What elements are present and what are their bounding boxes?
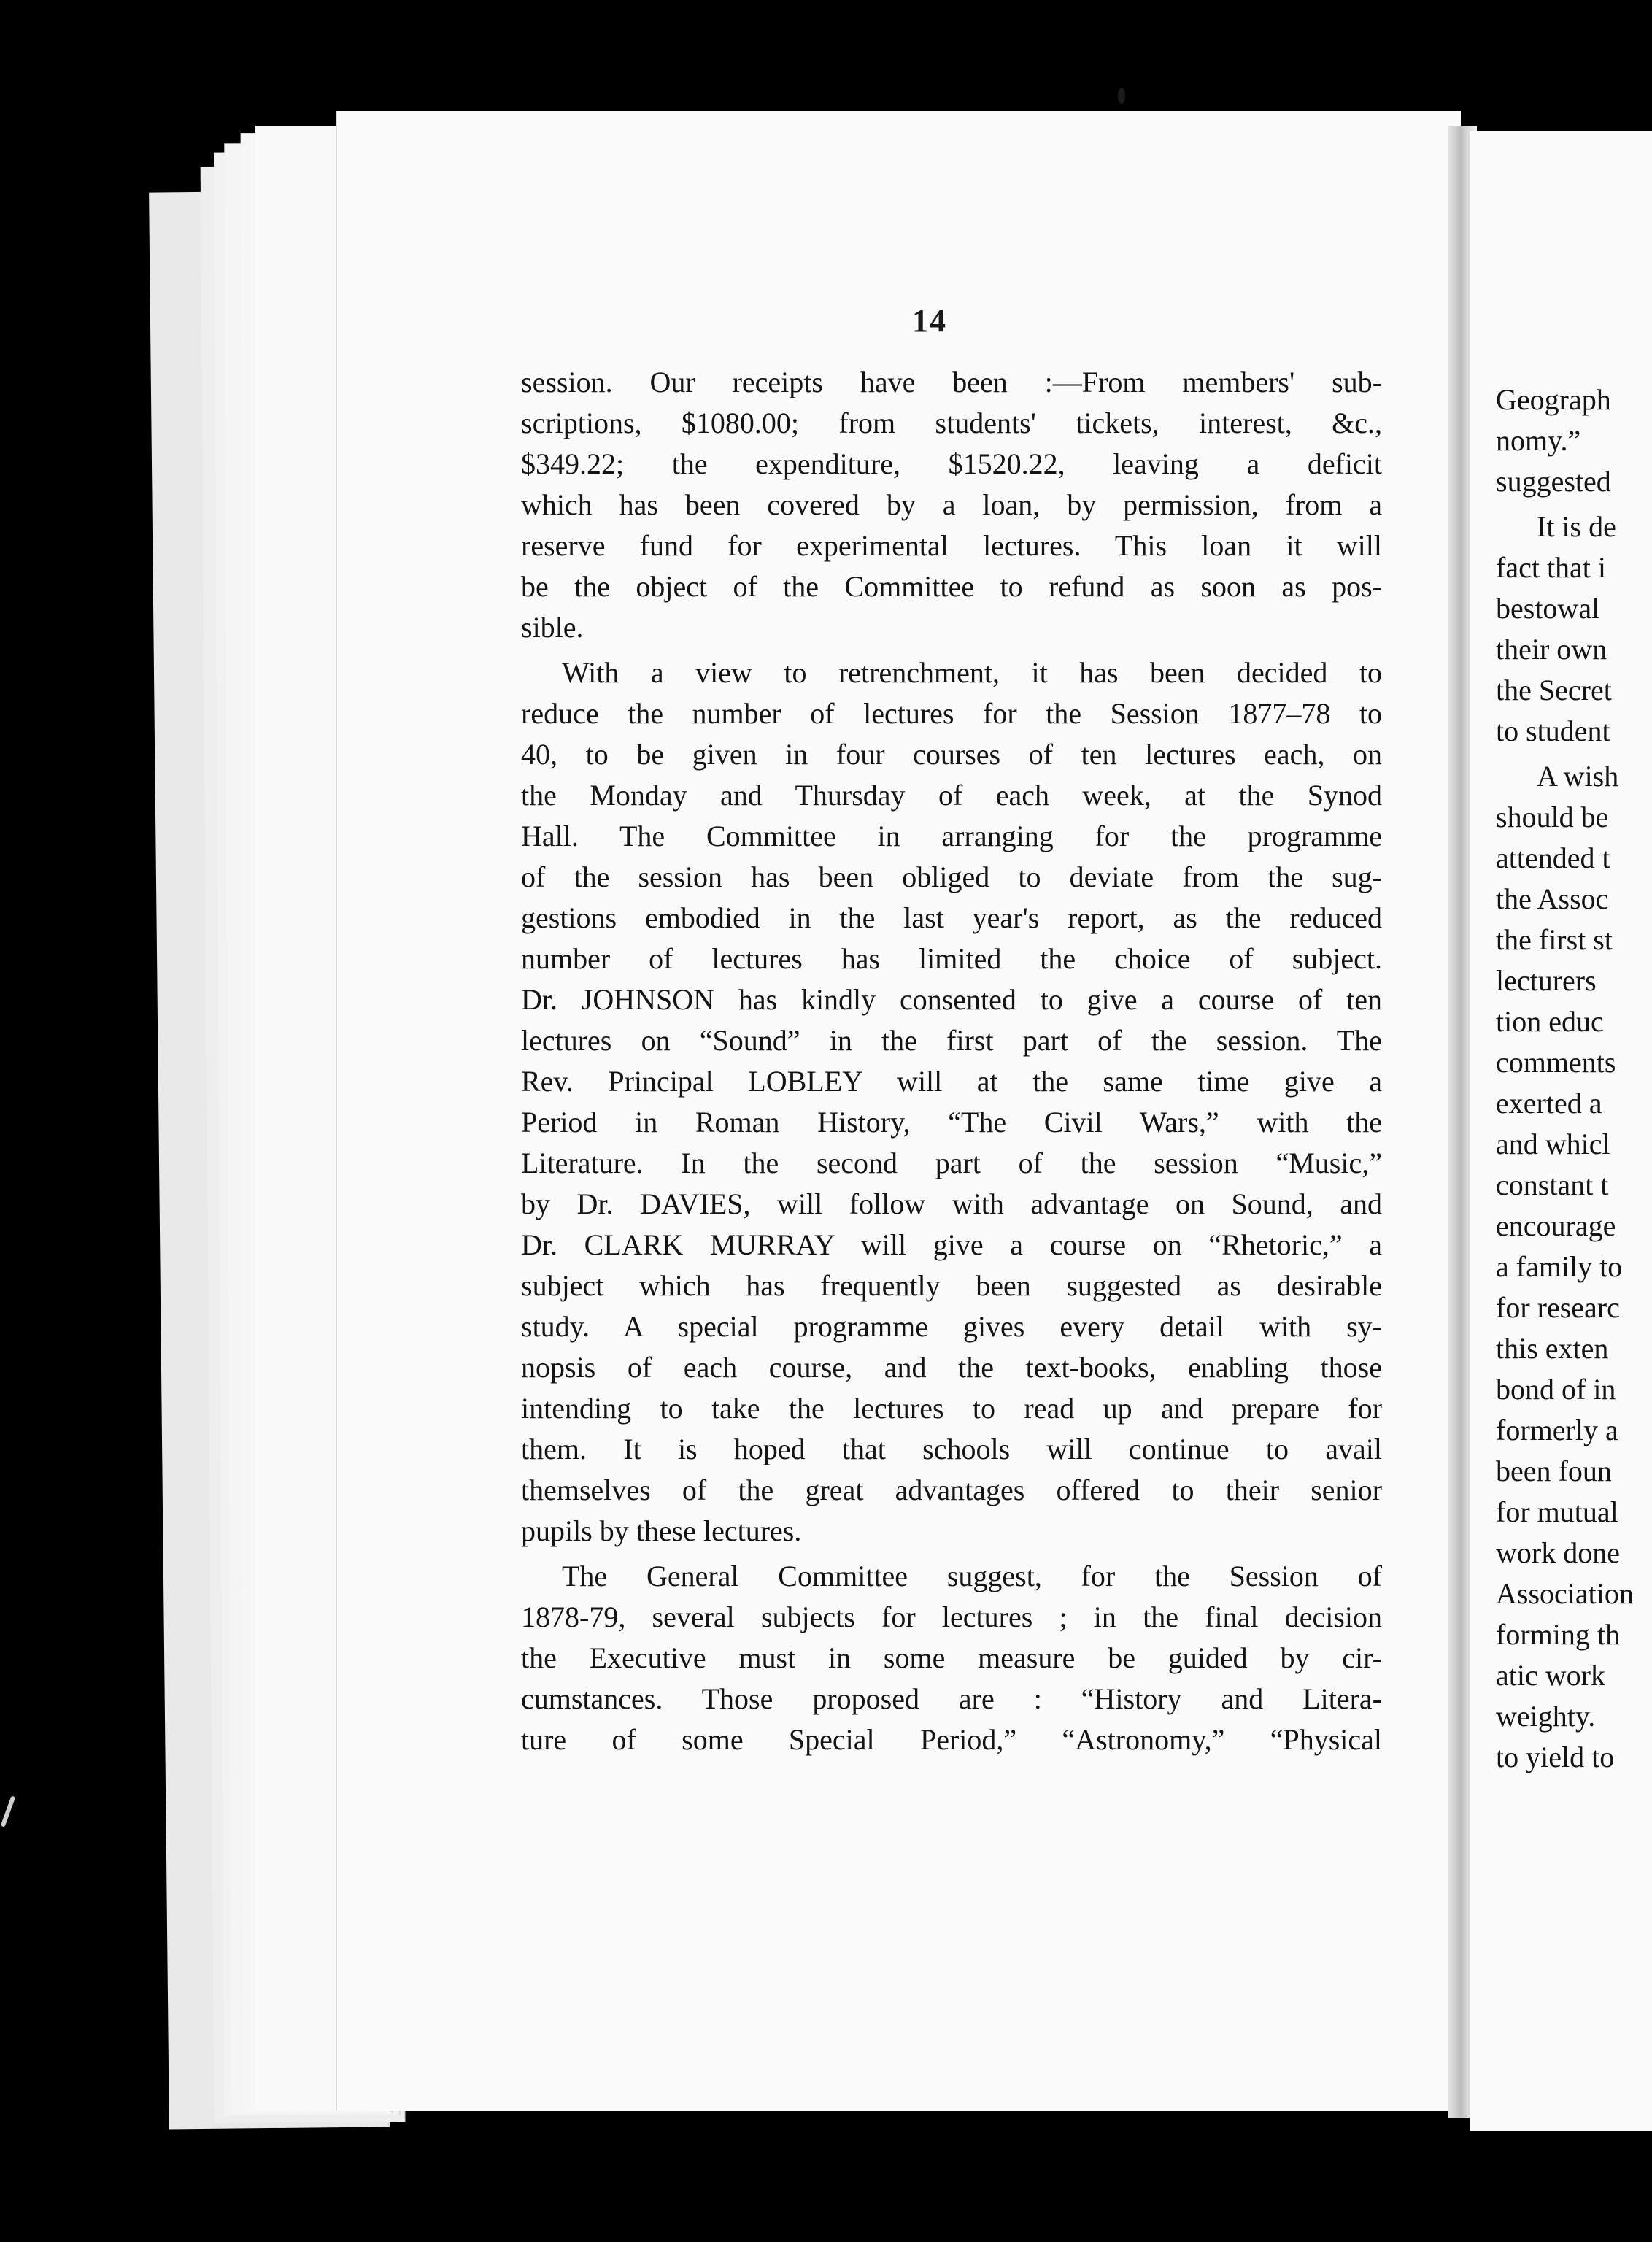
text-line: Rev. Principal LOBLEY will at the same time give a bbox=[521, 1065, 1382, 1098]
text-line: the Executive must in some measure be guided by cir- bbox=[521, 1641, 1382, 1674]
text-line: study. A special programme gives every detail with sy- bbox=[521, 1310, 1382, 1343]
text-line: to student bbox=[1496, 714, 1610, 747]
text-line: comments bbox=[1496, 1046, 1616, 1079]
text-line: should be bbox=[1496, 801, 1609, 833]
text-line: formerly a bbox=[1496, 1414, 1618, 1446]
text-line: Hall. The Committee in arranging for the programme bbox=[521, 820, 1382, 852]
text-line: been foun bbox=[1496, 1455, 1612, 1487]
text-line: suggested bbox=[1496, 465, 1611, 498]
text-line: exerted a bbox=[1496, 1087, 1602, 1120]
scan-speck bbox=[1, 1795, 16, 1827]
text-line: gestions embodied in the last year's report, as the reduced bbox=[521, 901, 1382, 934]
text-line: cumstances. Those proposed are : “History and Litera- bbox=[521, 1682, 1382, 1715]
text-line: the Monday and Thursday of each week, at the Synod bbox=[521, 779, 1382, 812]
text-line: for mutual bbox=[1496, 1495, 1618, 1528]
text-line: for researc bbox=[1496, 1291, 1620, 1324]
text-line: and whicl bbox=[1496, 1128, 1610, 1160]
text-line: pupils by these lectures. bbox=[521, 1514, 802, 1547]
text-line: attended t bbox=[1496, 841, 1610, 874]
text-line: encourage bbox=[1496, 1209, 1616, 1242]
text-line: by Dr. DAVIES, will follow with advantage on Sound, and bbox=[521, 1187, 1382, 1220]
text-line: reduce the number of lectures for the Session 1877–78 to bbox=[521, 697, 1382, 730]
text-line: number of lectures has limited the choice of subject. bbox=[521, 942, 1382, 975]
text-line: constant t bbox=[1496, 1168, 1609, 1201]
text-line: forming th bbox=[1496, 1618, 1620, 1651]
text-line: scriptions, $1080.00; from students' tickets, interest, &c., bbox=[521, 407, 1382, 439]
text-line: Literature. In the second part of the session “Music,” bbox=[521, 1147, 1382, 1179]
text-line: the Assoc bbox=[1496, 882, 1609, 915]
text-line: tion educ bbox=[1496, 1005, 1604, 1038]
text-line: The General Committee suggest, for the Session of bbox=[562, 1560, 1382, 1592]
text-line: bestowal bbox=[1496, 592, 1600, 625]
scan-speck bbox=[1118, 88, 1125, 104]
text-line: be the object of the Committee to refund as soon as pos- bbox=[521, 570, 1382, 603]
text-line: sible. bbox=[521, 611, 584, 644]
text-line: Geograph bbox=[1496, 383, 1611, 416]
text-line: weighty. bbox=[1496, 1700, 1596, 1733]
text-line: ture of some Special Period,” “Astronomy,” “Physical bbox=[521, 1723, 1382, 1756]
text-line: It is de bbox=[1537, 510, 1616, 543]
text-line: Association bbox=[1496, 1577, 1634, 1610]
text-line: lectures on “Sound” in the first part of the session. The bbox=[521, 1024, 1382, 1057]
text-line: bond of in bbox=[1496, 1373, 1616, 1406]
text-line: nomy.” bbox=[1496, 424, 1581, 457]
text-line: themselves of the great advantages offered to their senior bbox=[521, 1474, 1382, 1506]
text-line: to yield to bbox=[1496, 1741, 1615, 1773]
text-line: this exten bbox=[1496, 1332, 1609, 1365]
text-line: them. It is hoped that schools will continue to avail bbox=[521, 1433, 1382, 1465]
text-line: Dr. JOHNSON has kindly consented to give a course of ten bbox=[521, 983, 1382, 1016]
text-line: reserve fund for experimental lectures. This loan it will bbox=[521, 529, 1382, 562]
text-line: 1878-79, several subjects for lectures ; in the final decision bbox=[521, 1600, 1382, 1633]
text-line: Period in Roman History, “The Civil Wars,” with the bbox=[521, 1106, 1382, 1139]
text-line: the first st bbox=[1496, 923, 1613, 956]
text-line: Dr. CLARK MURRAY will give a course on “Rhetoric,” a bbox=[521, 1228, 1382, 1261]
text-line: fact that i bbox=[1496, 551, 1607, 584]
text-line: 40, to be given in four courses of ten lectures each, on bbox=[521, 738, 1382, 771]
text-line: A wish bbox=[1537, 760, 1619, 793]
text-line: subject which has frequently been suggested as desirable bbox=[521, 1269, 1382, 1302]
page-number: 14 bbox=[912, 303, 947, 339]
text-line: work done bbox=[1496, 1536, 1620, 1569]
right-page bbox=[1470, 131, 1652, 2131]
text-line: their own bbox=[1496, 633, 1607, 666]
text-line: a family to bbox=[1496, 1250, 1623, 1283]
text-line: of the session has been obliged to deviate from the sug- bbox=[521, 860, 1382, 893]
text-line: $349.22; the expenditure, $1520.22, leaving a deficit bbox=[521, 447, 1382, 480]
text-line: atic work bbox=[1496, 1659, 1605, 1692]
text-line: which has been covered by a loan, by permission, from a bbox=[521, 488, 1382, 521]
text-line: With a view to retrenchment, it has been decided to bbox=[562, 656, 1382, 689]
facing-page-text bbox=[1496, 380, 1652, 1778]
page-body-text bbox=[521, 362, 1382, 1760]
text-line: intending to take the lectures to read up and prepare for bbox=[521, 1392, 1382, 1425]
text-line: nopsis of each course, and the text-books, enabling those bbox=[521, 1351, 1382, 1384]
text-line: the Secret bbox=[1496, 674, 1612, 706]
text-line: lecturers bbox=[1496, 964, 1597, 997]
text-line: session. Our receipts have been :—From members' sub- bbox=[521, 366, 1382, 398]
